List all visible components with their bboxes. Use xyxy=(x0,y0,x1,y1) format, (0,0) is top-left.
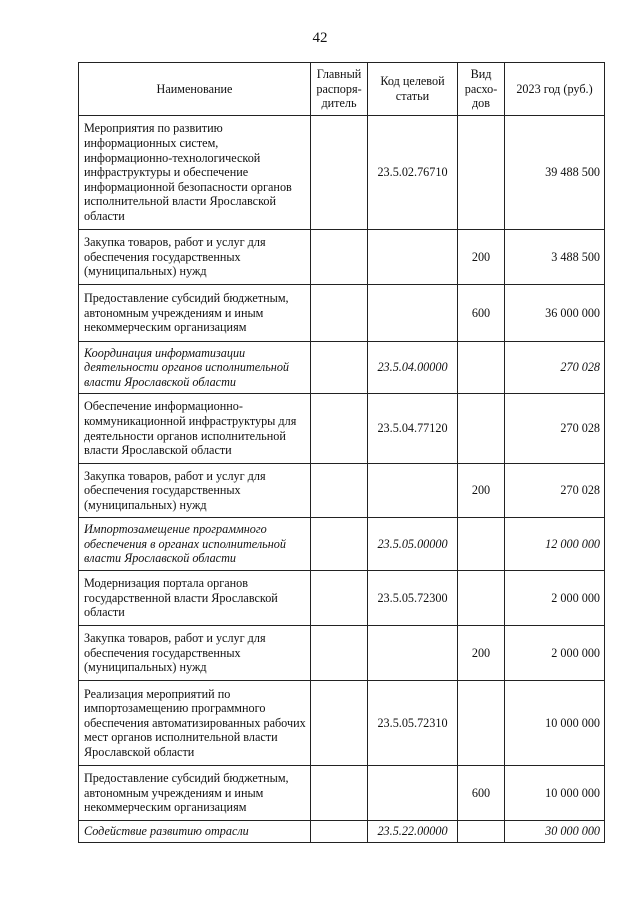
row-amount: 3 488 500 xyxy=(505,230,605,285)
row-code xyxy=(368,464,458,518)
row-name: Закупка товаров, работ и услуг для обеспечения государственных (муниципальных) нужд xyxy=(79,464,311,518)
row-code xyxy=(368,230,458,285)
table-row xyxy=(79,116,605,230)
table-header-row xyxy=(79,63,605,116)
row-name: Мероприятия по развитию информационных систем, информационно-технологической инфраструктуры и обеспечение информационной безопасности органов исполнительной власти Ярославской области xyxy=(79,116,311,230)
row-code xyxy=(368,766,458,821)
row-name: Закупка товаров, работ и услуг для обеспечения государственных (муниципальных) нужд xyxy=(79,230,311,285)
table-row xyxy=(79,821,605,843)
row-code: 23.5.04.00000 xyxy=(368,342,458,394)
row-manager xyxy=(311,342,368,394)
row-vid xyxy=(458,342,505,394)
table-row xyxy=(79,518,605,571)
row-amount: 2 000 000 xyxy=(505,626,605,681)
row-manager xyxy=(311,116,368,230)
row-amount: 270 028 xyxy=(505,394,605,464)
page-number: 42 xyxy=(312,30,328,46)
header-code: Код целевой статьи xyxy=(368,63,458,116)
row-name: Импортозамещение программного обеспечения в органах исполнительной власти Ярославской области xyxy=(79,518,311,571)
row-vid xyxy=(458,821,505,843)
row-code: 23.5.02.76710 xyxy=(368,116,458,230)
budget-table xyxy=(78,62,605,843)
row-code: 23.5.05.00000 xyxy=(368,518,458,571)
row-vid xyxy=(458,571,505,626)
table-row xyxy=(79,394,605,464)
row-manager xyxy=(311,230,368,285)
row-vid: 600 xyxy=(458,285,505,342)
row-name: Содействие развитию отрасли xyxy=(79,821,311,843)
row-code: 23.5.05.72300 xyxy=(368,571,458,626)
row-manager xyxy=(311,681,368,766)
row-amount: 10 000 000 xyxy=(505,681,605,766)
row-amount: 270 028 xyxy=(505,342,605,394)
row-manager xyxy=(311,766,368,821)
table-row xyxy=(79,285,605,342)
header-manager: Главный распоря-дитель xyxy=(311,63,368,116)
row-code: 23.5.04.77120 xyxy=(368,394,458,464)
table-row xyxy=(79,464,605,518)
row-name: Закупка товаров, работ и услуг для обеспечения государственных (муниципальных) нужд xyxy=(79,626,311,681)
row-name: Модернизация портала органов государственной власти Ярославской области xyxy=(79,571,311,626)
row-manager xyxy=(311,821,368,843)
row-vid xyxy=(458,394,505,464)
row-vid: 200 xyxy=(458,626,505,681)
row-vid: 200 xyxy=(458,464,505,518)
row-vid xyxy=(458,518,505,571)
table-row xyxy=(79,681,605,766)
row-amount: 30 000 000 xyxy=(505,821,605,843)
row-manager xyxy=(311,518,368,571)
row-amount: 270 028 xyxy=(505,464,605,518)
row-amount: 36 000 000 xyxy=(505,285,605,342)
row-code xyxy=(368,285,458,342)
row-amount: 10 000 000 xyxy=(505,766,605,821)
header-vid: Вид расхо-дов xyxy=(458,63,505,116)
row-vid xyxy=(458,681,505,766)
row-code: 23.5.05.72310 xyxy=(368,681,458,766)
header-amount: 2023 год (руб.) xyxy=(505,63,605,116)
row-name: Обеспечение информационно-коммуникационной инфраструктуры для деятельности органов исполнительной власти Ярославской области xyxy=(79,394,311,464)
row-manager xyxy=(311,394,368,464)
row-name: Предоставление субсидий бюджетным, автономным учреждениям и иным некоммерческим организациям xyxy=(79,285,311,342)
row-manager xyxy=(311,285,368,342)
table-row xyxy=(79,766,605,821)
row-amount: 2 000 000 xyxy=(505,571,605,626)
row-vid xyxy=(458,116,505,230)
table-row xyxy=(79,571,605,626)
row-name: Реализация мероприятий по импортозамещению программного обеспечения автоматизированных рабочих мест органов исполнительной власти Ярославской области xyxy=(79,681,311,766)
row-name: Координация информатизации деятельности органов исполнительной власти Ярославской области xyxy=(79,342,311,394)
row-amount: 39 488 500 xyxy=(505,116,605,230)
table-row xyxy=(79,342,605,394)
row-vid: 600 xyxy=(458,766,505,821)
row-amount: 12 000 000 xyxy=(505,518,605,571)
header-name: Наименование xyxy=(79,63,311,116)
row-manager xyxy=(311,626,368,681)
row-vid: 200 xyxy=(458,230,505,285)
row-name: Предоставление субсидий бюджетным, автономным учреждениям и иным некоммерческим организациям xyxy=(79,766,311,821)
row-manager xyxy=(311,571,368,626)
table-row xyxy=(79,230,605,285)
row-code xyxy=(368,626,458,681)
row-code: 23.5.22.00000 xyxy=(368,821,458,843)
table-row xyxy=(79,626,605,681)
row-manager xyxy=(311,464,368,518)
